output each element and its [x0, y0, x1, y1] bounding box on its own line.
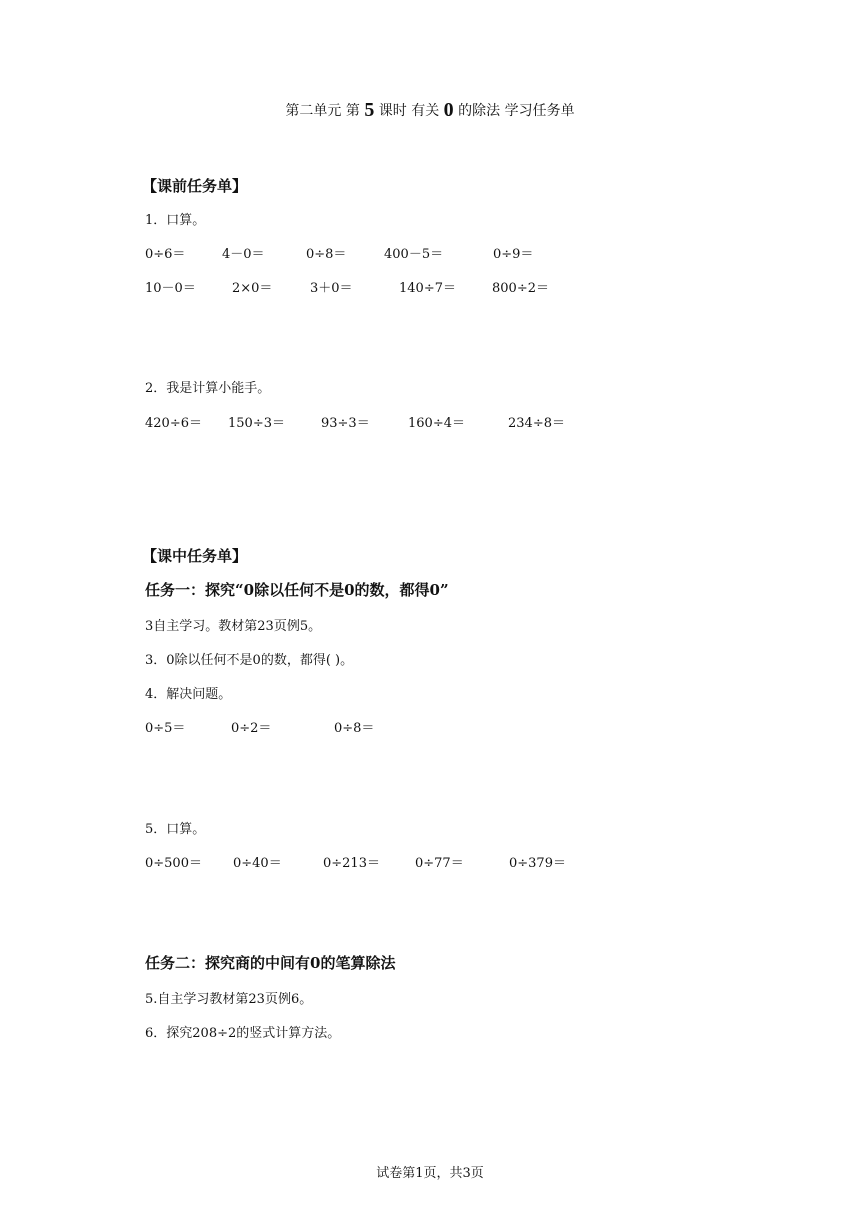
equation: 4－0＝ [222, 247, 265, 262]
title-part3: 的除法 学习任务单 [458, 103, 575, 119]
task-2-title: 任务二：探究商的中间有0的笔算除法 [145, 954, 396, 972]
equation: 0÷77＝ [415, 856, 464, 871]
equation: 0÷213＝ [323, 856, 380, 871]
equation: 0÷40＝ [233, 856, 282, 871]
equation: 93÷3＝ [321, 416, 370, 431]
equation: 150÷3＝ [228, 416, 285, 431]
equation: 0÷5＝ [145, 721, 186, 736]
page-title [0, 100, 860, 121]
task-1-title: 任务一：探究“0除以任何不是0的数，都得0” [145, 581, 449, 599]
title-part2: 课时 有关 [378, 103, 440, 119]
equation: 160÷4＝ [408, 416, 465, 431]
question-2: 2．我是计算小能手。 [145, 381, 271, 396]
equation: 234÷8＝ [508, 416, 565, 431]
pre-class-heading: 【课前任务单】 [142, 177, 248, 195]
equation: 0÷8＝ [306, 247, 347, 262]
equation: 0÷8＝ [334, 721, 375, 736]
equation: 0÷6＝ [145, 247, 186, 262]
task-1-line-1: 3自主学习。教材第23页例5。 [145, 619, 322, 634]
task-1-line-4: 5．口算。 [145, 822, 206, 837]
task-2-line-2: 6．探究208÷2的竖式计算方法。 [145, 1026, 341, 1041]
equation: 800÷2＝ [492, 281, 549, 296]
equation: 0÷2＝ [231, 721, 272, 736]
title-num2: 0 [443, 99, 454, 121]
equation: 0÷379＝ [509, 856, 566, 871]
equation: 400－5＝ [384, 247, 444, 262]
equation: 10－0＝ [145, 281, 196, 296]
in-class-heading: 【课中任务单】 [142, 547, 248, 565]
page-footer: 试卷第1页，共3页 [376, 1166, 484, 1181]
task-1-line-3: 4．解决问题。 [145, 687, 232, 702]
equation: 420÷6＝ [145, 416, 202, 431]
task-2-line-1: 5.自主学习教材第23页例6。 [145, 992, 313, 1007]
equation: 0÷9＝ [493, 247, 534, 262]
equation: 0÷500＝ [145, 856, 202, 871]
equation: 3＋0＝ [310, 281, 353, 296]
question-1: 1．口算。 [145, 213, 206, 228]
title-part1: 第二单元 第 [285, 103, 360, 119]
equation: 2×0＝ [232, 281, 273, 296]
equation: 140÷7＝ [399, 281, 456, 296]
title-num1: 5 [364, 99, 375, 121]
task-1-line-2: 3．0除以任何不是0的数，都得( )。 [145, 653, 354, 668]
